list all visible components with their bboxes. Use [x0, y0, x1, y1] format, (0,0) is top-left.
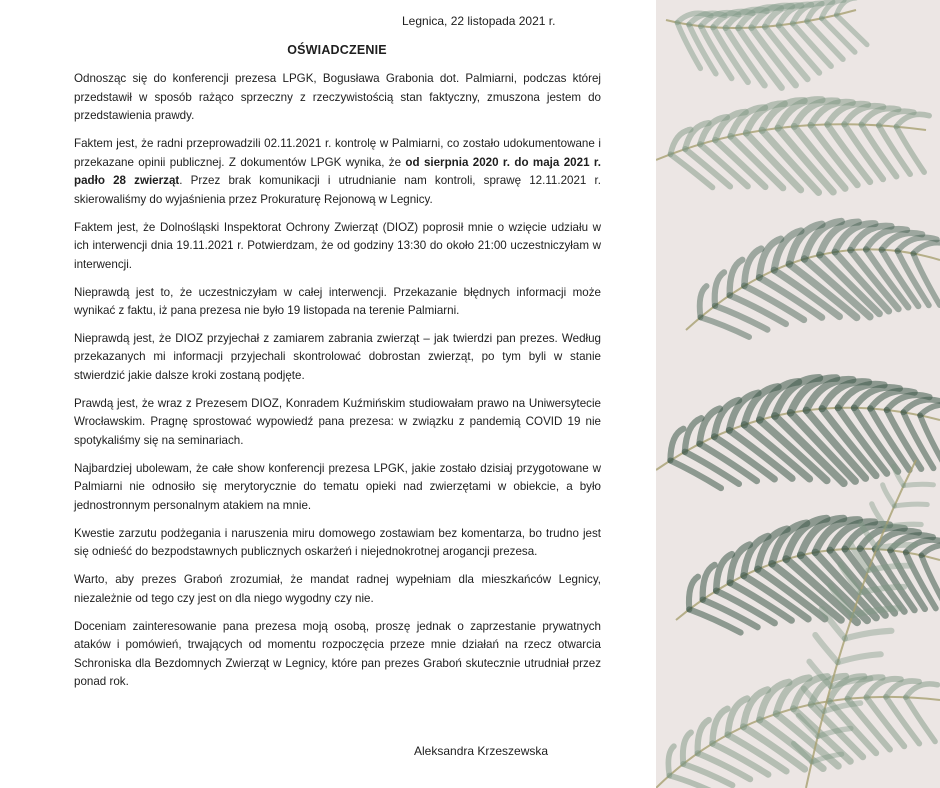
signature: Aleksandra Krzeszewska: [414, 744, 549, 758]
paragraph: Doceniam zainteresowanie pana prezesa moją osobą, proszę jednak o zaprzestanie prywatnych ataków i pomówień, trwających od momentu rozpoczęcia przeze mnie działań na rzecz otwarcia Schroniska dla Bezdomnych Zwierząt w Legnicy, które pan prezes Graboń skutecznie utrudniał przez ponad rok.: [74, 619, 601, 689]
emphasis-text: od sierpnia 2020 r. do maja 2021 r. padło 28 zwierząt: [74, 155, 601, 188]
paragraph: Nieprawdą jest to, że uczestniczyłam w całej interwencji. Przekazanie błędnych informacji może wynikać z faktu, iż pana prezesa nie było 19 listopada na terenie Palmiarni.: [74, 285, 601, 318]
palm-leaflet: [894, 504, 927, 506]
palm-leaflet: [885, 524, 921, 527]
date-line: Legnica, 22 listopada 2021 r.: [402, 14, 556, 28]
document-body: [74, 70, 601, 701]
paragraph-text: Faktem jest, że radni przeprowadzili 02.11.2021 r. kontrolę w Palmiarni, co zostało udokumentowane i przekazane opinii publicznej. Z dokumentów LPGK wynika, że: [74, 136, 601, 169]
paragraph: [74, 135, 601, 209]
paragraph: Najbardziej ubolewam, że całe show konferencji prezesa LPGK, jakie zostało dzisiaj przygotowane w Palmiarni nie odnosiło się merytorycznie do tematu opieki nad zwierzętami w obiekcie, a było jednostronnym personalnym atakiem na mnie.: [74, 461, 601, 512]
palm-leaves-svg: [656, 0, 940, 788]
paragraph-text: . Przez brak komunikacji i utrudnianie nam kontroli, sprawę 12.11.2021 r. skierowaliśmy do wyjaśnienia przez Prokuraturę Rejonową w Legnicy.: [74, 174, 601, 206]
paragraph: Kwestie zarzutu podżegania i naruszenia miru domowego zostawiam bez komentarza, bo trudno jest się odnieść do bezpodstawnych publicznych oskarżeń i niejednokrotnej arogancji prezesa.: [74, 526, 601, 559]
palm-leaflet: [904, 484, 934, 485]
paragraph: Warto, aby prezes Graboń zrozumiał, że mandat radnej wypełniam dla mieszkańców Legnicy, niezależnie od tego czy jest on dla niego wygodny czy nie.: [74, 573, 601, 605]
palm-leaves-image: [656, 0, 940, 788]
paragraph: Odnosząc się do konferencji prezesa LPGK, Bogusława Grabonia dot. Palmiarni, podczas której przedstawił w sposób rażąco sprzeczny z rzeczywistością stan faktyczny, zmuszona jestem do przedstawienia prawdy.: [74, 72, 601, 123]
paragraph: Prawdą jest, że wraz z Prezesem DIOZ, Konradem Kuźmińskim studiowałam prawo na Uniwersytecie Wrocławskim. Pragnę sprostować wypowiedź pana prezesa: w związku z pandemią COVID 19 nie spotykaliśmy się na seminariach.: [74, 396, 601, 448]
paragraph: Nieprawdą jest, że DIOZ przyjechał z zamiarem zabrania zwierząt – jak twierdzi pan prezes. Według przekazanych mi informacji przyjechali skontrolować dobrostan zwierząt, po tym byli w stanie stwierdzić jakie dalsze kroki zostaną podjęte.: [74, 331, 601, 383]
document-title: OŚWIADCZENIE: [287, 43, 387, 57]
paragraph: Faktem jest, że Dolnośląski Inspektorat Ochrony Zwierząt (DIOZ) poprosił mnie o wzięcie udziału w ich interwencji dnia 19.11.2021 r. Potwierdzam, że od godziny 13:30 do około 21:00 uczestniczyłam w interwencji.: [74, 220, 601, 271]
